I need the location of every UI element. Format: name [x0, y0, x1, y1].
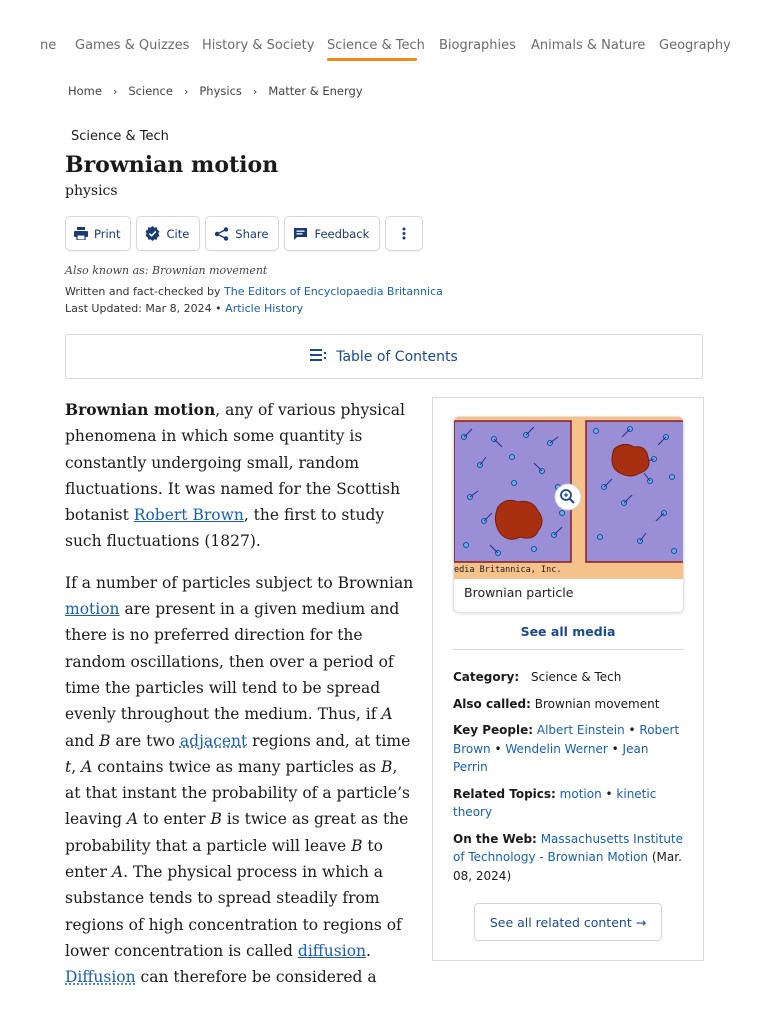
category-value[interactable]: Science & Tech [530, 670, 622, 684]
feedback-icon [293, 227, 308, 241]
share-icon [214, 227, 229, 241]
page-subtitle: physics [65, 183, 118, 199]
written-by-line [65, 285, 443, 298]
nav-item-animals-nature[interactable]: Animals & Nature [531, 38, 646, 53]
robert-brown-link[interactable]: Robert Brown [133, 506, 244, 525]
nav-item-science-tech[interactable]: Science & Tech [327, 38, 425, 53]
key-person-link[interactable]: Jean Perrin [453, 741, 649, 774]
cite-label: Cite [166, 226, 190, 241]
adjacent-link[interactable]: adjacent [179, 731, 248, 750]
editors-link[interactable]: The Editors of Encyclopaedia Britannica [224, 285, 443, 298]
key-person-link[interactable]: Robert Brown [453, 723, 680, 756]
section-label[interactable]: Science & Tech [71, 129, 169, 144]
share-button[interactable] [205, 216, 279, 251]
breadcrumb-matter-energy[interactable]: Matter & Energy [268, 84, 363, 98]
fact-category: Category: Science & Tech [453, 670, 622, 684]
related-topic-link[interactable]: motion [559, 786, 602, 801]
breadcrumb-physics[interactable]: Physics [199, 84, 242, 98]
fact-on-the-web: On the Web: Massachusetts Institute of Technology - Brownian Motion (Mar. 08, 2024) [453, 831, 684, 883]
category-nav [0, 38, 768, 64]
share-label: Share [235, 226, 269, 241]
image-credit: edia Britannica, Inc. [454, 565, 562, 575]
last-updated-text: Last Updated: Mar 8, 2024 [65, 302, 212, 315]
article-paragraph: Brownian motion, any of various physical phenomena in which some quantity is constantly undergoing small, random fluctuations. It was named for the Scottish botanist Robert Brown, the first to study such fluctuations (1827). [65, 400, 405, 551]
nav-item-biographies[interactable]: Biographies [439, 38, 516, 53]
breadcrumb-science[interactable]: Science [128, 84, 173, 98]
meta-bullet: • [215, 302, 222, 315]
print-button[interactable] [65, 216, 131, 251]
print-label: Print [94, 226, 121, 241]
feedback-button[interactable] [284, 216, 380, 251]
article-body [65, 397, 417, 1006]
chevron-right-icon: › [183, 84, 189, 98]
web-source-link[interactable]: Massachusetts Institute of Technology - Brownian Motion [453, 831, 684, 864]
see-all-media-link[interactable]: See all media [520, 624, 616, 639]
nav-item-home-partial[interactable]: ne [40, 38, 57, 53]
nav-item-history-society[interactable]: History & Society [202, 38, 315, 53]
brownian-particle-image[interactable] [454, 417, 684, 579]
breadcrumb [68, 84, 363, 98]
page-title: Brownian motion [65, 152, 279, 178]
article-paragraph: If a number of particles subject to Brownian motion are present in a given medium and there is no preferred direction for the random oscillations, then over a period of time the particles will tend to be spread evenly throughout the medium. Thus, if A and B are two adjacent regions and, at time t, A contains twice as many particles as B, at that instant the probability of a particle’s leaving A to enter B is twice as great as the probability that a particle will leave B to enter A. The physical process in which a substance tends to spread steadily from regions of high concentration to regions of lower concentration is called diffusion. Diffusion can therefore be considered a [65, 573, 414, 987]
quick-facts [453, 668, 685, 893]
motion-link[interactable]: motion [65, 600, 120, 619]
more-options-button[interactable] [385, 216, 423, 251]
last-updated-line [65, 302, 303, 315]
fact-key-people: Key People: Albert Einstein • Robert Brown • Wendelin Werner • Jean Perrin [453, 723, 680, 774]
media-caption: Brownian particle [464, 585, 574, 600]
key-person-link[interactable]: Albert Einstein [536, 723, 625, 737]
nav-item-games-quizzes[interactable]: Games & Quizzes [75, 38, 190, 53]
topic-sidebar [432, 397, 704, 961]
more-vertical-icon [402, 227, 406, 240]
breadcrumb-home[interactable]: Home [68, 84, 102, 98]
article-term: Brownian motion [65, 400, 216, 419]
verified-badge-icon [145, 226, 160, 241]
fact-also-called: Also called: Brownian movement [453, 696, 660, 711]
chevron-right-icon: › [112, 84, 118, 98]
article-toolbar [65, 216, 423, 251]
media-card[interactable] [453, 416, 684, 613]
article-history-link[interactable]: Article History [225, 302, 304, 315]
key-person-link[interactable]: Wendelin Werner [505, 741, 608, 756]
table-of-contents-button[interactable] [65, 334, 703, 379]
divider [453, 649, 684, 650]
written-by-prefix: Written and fact-checked by [65, 285, 221, 298]
fact-related-topics: Related Topics: motion • kinetic theory [453, 786, 657, 819]
also-known-as: Also known as: Brownian movement [65, 264, 268, 277]
print-icon [74, 227, 88, 240]
active-nav-underline [327, 58, 417, 61]
diffusion-link[interactable]: diffusion [297, 941, 367, 960]
nav-item-geography[interactable]: Geography [659, 38, 731, 53]
see-all-related-button[interactable]: See all related content → [474, 903, 662, 941]
chevron-right-icon: › [252, 84, 258, 98]
toc-list-icon [310, 349, 328, 365]
toc-label: Table of Contents [336, 348, 458, 365]
diffusion-link-2[interactable]: Diffusion [65, 968, 136, 987]
cite-button[interactable] [136, 216, 200, 251]
related-topic-link[interactable]: kinetic theory [453, 786, 657, 819]
feedback-label: Feedback [314, 226, 370, 241]
